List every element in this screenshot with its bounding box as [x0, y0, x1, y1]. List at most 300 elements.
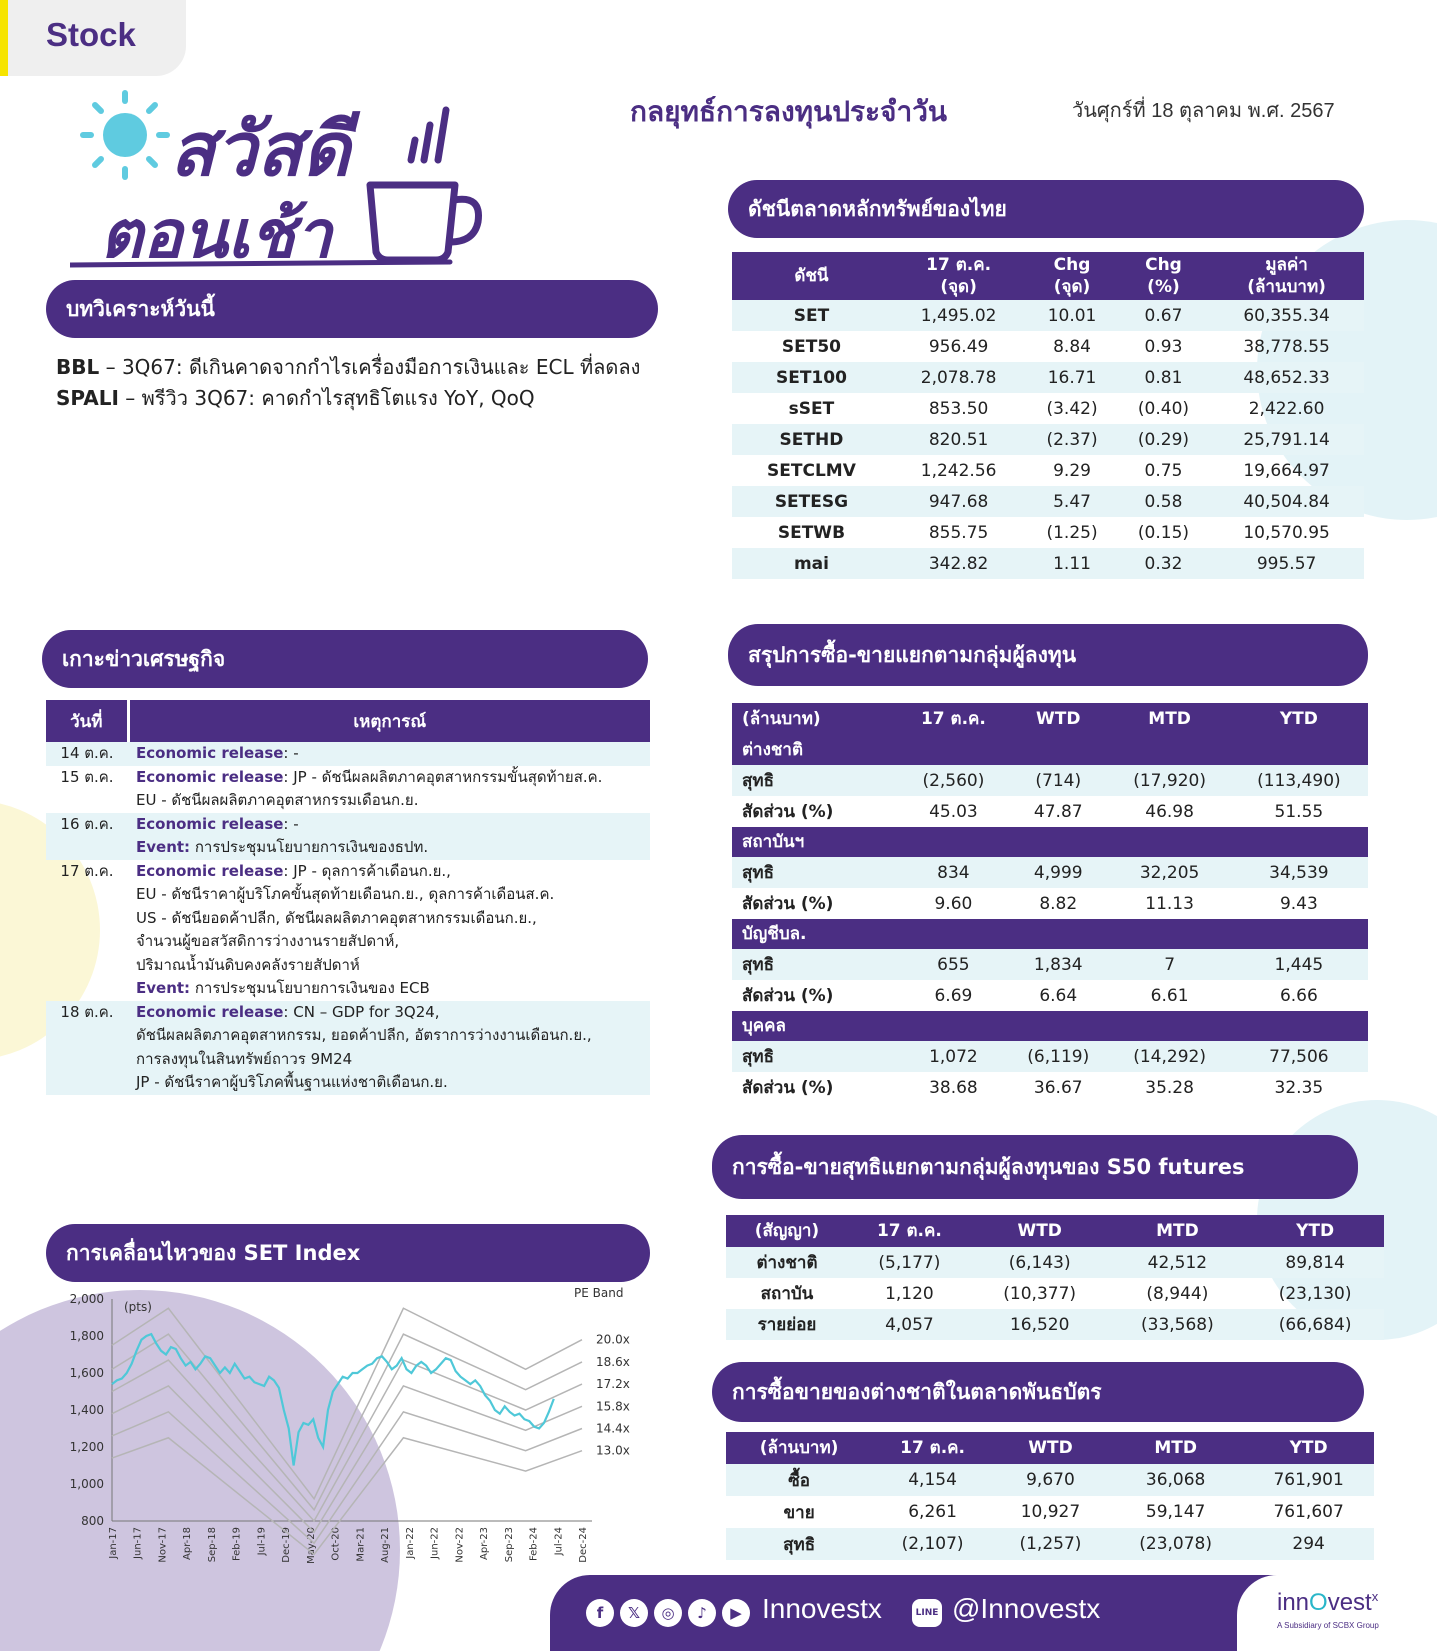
table-cell: (14,292) — [1109, 1041, 1229, 1072]
group-name: ต่างชาติ — [732, 735, 900, 765]
group-header-blank — [900, 735, 1007, 765]
x-tick-label: Aug-21 — [380, 1527, 392, 1563]
x-tick-label: Feb-19 — [231, 1527, 243, 1562]
table-cell: 19,664.97 — [1243, 460, 1330, 481]
investor-heading — [728, 624, 1368, 686]
table-cell: 48,652.33 — [1209, 362, 1364, 393]
table-row — [726, 1247, 1384, 1278]
pe-band-line — [112, 1360, 582, 1521]
news-text: : - — [283, 814, 299, 833]
table-row — [732, 548, 1364, 579]
table-header-row — [46, 700, 650, 742]
table-header-row — [726, 1432, 1374, 1464]
table-cell: (17,920) — [1109, 765, 1229, 796]
table-header-cell: MTD — [1109, 1215, 1247, 1247]
chart-heading — [46, 1224, 650, 1282]
news-event-line — [136, 883, 650, 907]
group-header-blank — [1007, 735, 1109, 765]
news-text: : JP - ดุลการค้าเดือนก.ย., — [283, 861, 451, 880]
pe-band-label: 20.0x — [596, 1332, 630, 1347]
news-row — [46, 860, 650, 1001]
x-tick-label: May-20 — [305, 1527, 317, 1564]
table-cell: (3.42) — [1046, 398, 1098, 419]
news-heading — [42, 630, 648, 688]
table-header-row — [726, 1215, 1384, 1247]
page-title: กลยุทธ์การลงทุนประจำวัน — [630, 96, 948, 127]
news-event-line — [136, 789, 650, 813]
news-date: 18 ต.ค. — [46, 1001, 128, 1095]
table-cell: 1,495.02 — [891, 300, 1026, 331]
y-tick-label: 2,000 — [69, 1292, 104, 1306]
table-cell: 655 — [900, 949, 1007, 980]
logo-line1: สวัสดี — [170, 107, 350, 193]
analysis-list — [56, 352, 640, 414]
investor-heading-label: สรุปการซื้อ-ขายแยกตามกลุ่มผู้ลงทุน — [748, 642, 1077, 667]
group-header-blank — [1230, 827, 1368, 857]
row-label: สุทธิ — [726, 1528, 872, 1560]
set-index-chart-svg — [40, 1285, 640, 1585]
news-event — [128, 813, 650, 860]
table-row — [732, 517, 1364, 548]
table-row — [732, 980, 1368, 1011]
y-tick-label: 1,200 — [69, 1440, 104, 1454]
analysis-item[interactable] — [56, 352, 640, 383]
news-row — [46, 742, 650, 766]
x-tick-label: Apr-18 — [182, 1527, 194, 1560]
pe-band-title: PE Band — [574, 1286, 624, 1300]
group-header-row — [732, 735, 1368, 765]
news-date: 17 ต.ค. — [60, 861, 114, 880]
news-row — [46, 813, 650, 860]
x-icon[interactable]: 𝕏 — [620, 1599, 648, 1627]
table-cell: 6.69 — [934, 985, 973, 1006]
row-label: mai — [732, 548, 891, 579]
table-cell: 89,814 — [1246, 1247, 1384, 1278]
table-cell: 34,539 — [1230, 857, 1368, 888]
table-cell: 2,078.78 — [891, 362, 1026, 393]
facebook-icon[interactable]: f — [586, 1599, 614, 1627]
table-header-cell: วันที่ — [46, 700, 128, 742]
news-event-line — [136, 977, 650, 1001]
table-cell: (8,944) — [1146, 1283, 1209, 1304]
row-label: SETHD — [732, 424, 891, 455]
analysis-heading — [46, 280, 658, 338]
brand-name-part1: inn — [1277, 1589, 1310, 1616]
table-cell: (1,257) — [993, 1528, 1108, 1560]
table-cell: 8.82 — [1039, 893, 1078, 914]
news-event-line — [136, 1048, 650, 1072]
table-cell: 1,120 — [885, 1283, 934, 1304]
table-cell: (0.29) — [1118, 424, 1209, 455]
group-header-blank — [1007, 919, 1109, 949]
brand-subtitle: A Subsidiary of SCBX Group — [1277, 1621, 1379, 1630]
news-event-line — [136, 907, 650, 931]
table-row — [732, 455, 1364, 486]
x-tick-label: Nov-22 — [454, 1527, 466, 1563]
innovestx-brand — [1237, 1575, 1437, 1651]
table-cell: 1,445 — [1230, 949, 1368, 980]
news-text: : CN – GDP for 3Q24, — [283, 1002, 440, 1021]
table-cell: 1,242.56 — [920, 460, 997, 481]
news-text: ดัชนีผลผลิตภาคอุตสาหกรรม, ยอดค้าปลีก, อัตราการว่างงานเดือนก.ย., — [136, 1026, 592, 1044]
x-tick-label: Jun-22 — [429, 1527, 441, 1559]
group-name: บุคคล — [732, 1011, 900, 1041]
news-text: EU - ดัชนีผลผลิตภาคอุตสาหกรรมเดือนก.ย. — [136, 791, 419, 809]
table-cell: 32.35 — [1274, 1077, 1324, 1098]
table-cell: 45.03 — [929, 801, 978, 822]
row-label: SETCLMV — [767, 460, 856, 481]
table-cell: 1,834 — [1007, 949, 1109, 980]
y-tick-label: 1,400 — [69, 1403, 104, 1417]
analysis-text: – 3Q67: ดีเกินคาดจากกำไรเครื่องมือการเงินและ ECL ที่ลดลง — [99, 355, 641, 379]
stock-tag — [0, 0, 186, 76]
bond-heading-label: การซื้อขายของต่างชาติในตลาดพันธบัตร — [732, 1379, 1102, 1404]
table-cell: (23,130) — [1278, 1283, 1352, 1304]
group-name: บัญชีบล. — [732, 919, 900, 949]
news-event — [128, 860, 650, 1001]
table-cell: 820.51 — [891, 424, 1026, 455]
table-row — [726, 1528, 1374, 1560]
table-row — [732, 393, 1364, 424]
table-header-cell: (ล้านบาท) — [726, 1432, 872, 1464]
table-header-cell: WTD — [1007, 703, 1109, 735]
table-cell: 995.57 — [1209, 548, 1364, 579]
y-tick-label: 1,800 — [69, 1329, 104, 1343]
row-label: SET50 — [781, 336, 842, 357]
row-label: สุทธิ — [732, 857, 900, 888]
group-header-blank — [1007, 1011, 1109, 1041]
group-name: สถาบันฯ — [732, 827, 900, 857]
news-date: 14 ต.ค. — [46, 742, 128, 766]
good-morning-logo — [70, 90, 510, 280]
analysis-item[interactable] — [56, 383, 640, 414]
group-header-blank — [1109, 919, 1229, 949]
x-tick-label: Jan-17 — [108, 1527, 119, 1559]
table-cell: 59,147 — [1145, 1502, 1206, 1522]
row-label: สัดส่วน (%) — [742, 894, 834, 914]
index-table — [732, 252, 1364, 579]
news-date: 16 ต.ค. — [46, 813, 128, 860]
x-tick-label: Dec-19 — [281, 1527, 293, 1563]
table-cell: (1.25) — [1046, 522, 1098, 543]
table-cell: 36.67 — [1033, 1077, 1083, 1098]
table-cell: (5,177) — [848, 1247, 971, 1278]
row-label: ซื้อ — [726, 1464, 872, 1496]
x-tick-label: Jul-19 — [256, 1527, 268, 1556]
table-header-cell: 17 ต.ค. — [848, 1215, 971, 1247]
news-text: การประชุมนโยบายการเงินของธปท. — [190, 838, 429, 856]
group-header-row — [732, 827, 1368, 857]
table-header-cell: (สัญญา) — [726, 1215, 848, 1247]
group-header-blank — [900, 919, 1007, 949]
x-tick-label: Mar-21 — [355, 1527, 367, 1562]
table-cell: 9.29 — [1053, 460, 1091, 481]
news-text: : - — [283, 744, 299, 762]
futures-heading-label: การซื้อ-ขายสุทธิแยกตามกลุ่มผู้ลงทุนของ S50 futures — [732, 1154, 1245, 1179]
x-tick-label: Dec-24 — [578, 1527, 589, 1563]
table-row — [732, 362, 1364, 393]
stock-tag-label: Stock — [46, 16, 136, 53]
y-tick-label: 1,600 — [69, 1366, 104, 1380]
table-row — [732, 300, 1364, 331]
table-cell: 16.71 — [1026, 362, 1117, 393]
analysis-heading-label: บทวิเคราะห์วันนี้ — [66, 296, 215, 321]
table-cell: 9.60 — [934, 893, 973, 914]
table-header-cell: MTD — [1109, 703, 1229, 735]
table-cell: 38,778.55 — [1243, 336, 1330, 357]
logo-line2: ตอนเช้า — [100, 196, 333, 273]
table-cell: 10,570.95 — [1243, 522, 1330, 543]
analysis-ticker: SPALI — [56, 386, 119, 410]
y-axis-unit: (pts) — [124, 1300, 152, 1314]
table-cell: 10,927 — [1020, 1502, 1081, 1522]
table-row — [726, 1309, 1384, 1340]
table-header-cell: เหตุการณ์ — [128, 700, 650, 742]
row-label: สุทธิ — [732, 765, 900, 796]
table-row — [726, 1496, 1374, 1528]
table-header-cell: YTD — [1243, 1432, 1374, 1464]
news-event-line — [136, 742, 650, 766]
news-text: EU - ดัชนีราคาผู้บริโภคขั้นสุดท้ายเดือนก.ย., ดุลการค้าเดือนส.ค. — [136, 885, 555, 903]
table-cell: 855.75 — [928, 522, 989, 543]
news-event — [128, 742, 650, 766]
group-header-row — [732, 1011, 1368, 1041]
table-cell: 6.61 — [1150, 985, 1189, 1006]
table-cell: (23,078) — [1108, 1528, 1243, 1560]
table-cell: 0.81 — [1118, 362, 1209, 393]
y-tick-label: 1,000 — [69, 1477, 104, 1491]
x-tick-label: Jan-22 — [404, 1527, 416, 1559]
table-cell: 77,506 — [1230, 1041, 1368, 1072]
table-cell: 9,670 — [993, 1464, 1108, 1496]
x-tick-label: Feb-24 — [528, 1527, 540, 1562]
row-label: สัดส่วน (%) — [742, 1078, 834, 1098]
table-row — [726, 1464, 1374, 1496]
table-row — [726, 1278, 1384, 1309]
index-heading — [728, 180, 1364, 238]
table-cell: 16,520 — [971, 1309, 1109, 1340]
table-cell: 0.58 — [1118, 486, 1209, 517]
table-cell: 0.32 — [1118, 548, 1209, 579]
x-tick-label: Sep-23 — [503, 1527, 515, 1563]
footer-bar — [550, 1575, 1437, 1651]
table-cell: 0.93 — [1144, 336, 1183, 357]
table-cell: 35.28 — [1145, 1077, 1194, 1098]
news-event — [128, 766, 650, 813]
table-cell: 5.47 — [1026, 486, 1117, 517]
table-cell: 10.01 — [1026, 300, 1117, 331]
brand-name-o: O — [1309, 1589, 1328, 1616]
row-label: รายย่อย — [726, 1309, 848, 1340]
table-cell: 32,205 — [1109, 857, 1229, 888]
news-event-line — [136, 860, 650, 884]
table-cell: 6.64 — [1039, 985, 1078, 1006]
line-icon[interactable]: LINE — [912, 1599, 942, 1627]
tiktok-icon[interactable]: ♪ — [688, 1599, 716, 1627]
table-row — [732, 857, 1368, 888]
news-event-line — [136, 1024, 650, 1048]
table-cell: 0.75 — [1144, 460, 1183, 481]
pe-band-label: 17.2x — [596, 1377, 630, 1392]
table-header-cell: 17 ต.ค. — [872, 1432, 993, 1464]
table-row — [732, 486, 1364, 517]
news-heading-label: เกาะข่าวเศรษฐกิจ — [62, 646, 226, 671]
table-cell: (10,377) — [1003, 1283, 1077, 1304]
news-keyword: Economic release — [136, 744, 284, 762]
table-cell: 947.68 — [891, 486, 1026, 517]
table-cell: 342.82 — [891, 548, 1026, 579]
line-handle[interactable]: @Innovestx — [952, 1593, 1101, 1624]
instagram-icon[interactable]: ◎ — [654, 1599, 682, 1627]
row-label: สุทธิ — [732, 1041, 900, 1072]
table-cell: (2,560) — [900, 765, 1007, 796]
group-header-blank — [1230, 919, 1368, 949]
news-event-line — [136, 813, 650, 837]
table-header-cell: 17 ต.ค. — [900, 703, 1007, 735]
table-cell: (6,143) — [971, 1247, 1109, 1278]
news-table — [46, 700, 650, 1095]
row-label: sSET — [788, 398, 835, 419]
table-cell: 25,791.14 — [1209, 424, 1364, 455]
news-event-line — [136, 1001, 650, 1025]
x-tick-label: Nov-17 — [157, 1527, 169, 1563]
table-cell: 956.49 — [928, 336, 989, 357]
group-header-blank — [1007, 827, 1109, 857]
chart-heading-label: การเคลื่อนไหวของ SET Index — [66, 1240, 361, 1265]
table-header-cell: YTD — [1230, 703, 1368, 735]
table-cell: 36,068 — [1108, 1464, 1243, 1496]
row-label: SET — [732, 300, 891, 331]
row-label: SETESG — [732, 486, 891, 517]
table-cell: 9.43 — [1279, 893, 1318, 914]
brand-name-part2: vest — [1327, 1589, 1372, 1616]
table-cell: 38.68 — [929, 1077, 978, 1098]
group-header-blank — [1109, 827, 1229, 857]
table-cell: 51.55 — [1274, 801, 1324, 822]
news-text: การลงทุนในสินทรัพย์ถาวร 9M24 — [136, 1049, 353, 1068]
table-cell: 46.98 — [1145, 801, 1194, 822]
news-row — [46, 766, 650, 813]
group-header-blank — [1230, 735, 1368, 765]
x-tick-label: Apr-23 — [479, 1527, 491, 1560]
table-cell: 7 — [1109, 949, 1229, 980]
table-row — [732, 331, 1364, 362]
table-header-cell: 17 ต.ค. (จุด) — [891, 252, 1026, 300]
group-header-blank — [900, 827, 1007, 857]
table-cell: 834 — [900, 857, 1007, 888]
group-header-blank — [900, 1011, 1007, 1041]
table-cell: 761,607 — [1273, 1502, 1344, 1522]
table-cell: 8.84 — [1053, 336, 1091, 357]
table-cell: (714) — [1007, 765, 1109, 796]
table-cell: 40,504.84 — [1209, 486, 1364, 517]
table-cell: (113,490) — [1230, 765, 1368, 796]
y-tick-label: 800 — [81, 1514, 104, 1528]
news-text: JP - ดัชนีราคาผู้บริโภคพื้นฐานแห่งชาติเดือนก.ย. — [136, 1073, 448, 1091]
table-header-cell: มูลค่า (ล้านบาท) — [1209, 252, 1364, 300]
table-row — [732, 888, 1368, 919]
table-cell: 761,901 — [1243, 1464, 1374, 1496]
analysis-text: – พรีวิว 3Q67: คาดกำไรสุทธิโตแรง YoY, QoQ — [118, 386, 535, 410]
group-header-blank — [1109, 735, 1229, 765]
pe-band-label: 15.8x — [596, 1399, 630, 1414]
news-event-line — [136, 766, 650, 790]
table-cell: (33,568) — [1109, 1309, 1247, 1340]
futures-heading — [712, 1135, 1358, 1199]
table-header-cell: ดัชนี — [732, 252, 891, 300]
table-cell: (66,684) — [1246, 1309, 1384, 1340]
news-text: ปริมาณน้ำมันดิบคงคลังรายสัปดาห์ — [136, 955, 360, 974]
table-header-cell: MTD — [1108, 1432, 1243, 1464]
bond-heading — [712, 1362, 1364, 1422]
social-handle[interactable]: Innovestx — [762, 1593, 882, 1624]
news-text: US - ดัชนียอดค้าปลีก, ดัชนีผลผลิตภาคอุตสาหกรรมเดือนก.ย., — [136, 908, 537, 927]
table-header-cell: WTD — [971, 1215, 1109, 1247]
report-date: วันศุกร์ที่ 18 ตุลาคม พ.ศ. 2567 — [1072, 100, 1335, 122]
table-cell: (0.40) — [1137, 398, 1190, 419]
row-label: สถาบัน — [760, 1284, 814, 1304]
news-keyword: Economic release — [136, 1002, 284, 1021]
table-cell: 0.67 — [1118, 300, 1209, 331]
table-cell: (2,107) — [872, 1528, 993, 1560]
table-cell: (2.37) — [1026, 424, 1117, 455]
group-header-blank — [1109, 1011, 1229, 1041]
x-tick-label: Oct-20 — [330, 1527, 342, 1561]
group-header-blank — [1230, 1011, 1368, 1041]
table-header-row — [732, 703, 1368, 735]
table-cell: 1.11 — [1026, 548, 1117, 579]
table-cell: 11.13 — [1145, 893, 1194, 914]
youtube-icon[interactable]: ▶ — [722, 1599, 750, 1627]
news-event-line — [136, 836, 650, 860]
table-cell: 6,261 — [908, 1502, 957, 1522]
news-text: : JP - ดัชนีผลผลิตภาคอุตสาหกรรมขั้นสุดท้ายส.ค. — [283, 767, 603, 786]
table-cell: 4,999 — [1007, 857, 1109, 888]
table-header-cell: Chg (%) — [1118, 252, 1209, 300]
index-heading-label: ดัชนีตลาดหลักทรัพย์ของไทย — [748, 196, 1007, 221]
pe-band-label: 18.6x — [596, 1354, 630, 1369]
row-label: ขาย — [783, 1502, 815, 1523]
brand-logo-text — [1277, 1589, 1378, 1617]
table-row — [732, 765, 1368, 796]
news-text: จำนวนผู้ขอสวัสดิการว่างงานรายสัปดาห์, — [136, 932, 400, 950]
table-cell: 4,154 — [872, 1464, 993, 1496]
table-cell: 853.50 — [928, 398, 989, 419]
row-label: ต่างชาติ — [726, 1247, 848, 1278]
table-cell: 42,512 — [1109, 1247, 1247, 1278]
table-header-cell: YTD — [1246, 1215, 1384, 1247]
table-cell: 2,422.60 — [1248, 398, 1325, 419]
x-tick-label: Sep-18 — [206, 1527, 218, 1563]
set-index-chart — [40, 1285, 640, 1585]
news-keyword: Event: — [136, 838, 191, 856]
news-keyword: Economic release — [136, 767, 284, 786]
analysis-ticker: BBL — [56, 355, 100, 379]
row-label: สัดส่วน (%) — [742, 802, 834, 822]
pe-band-label: 14.4x — [596, 1421, 630, 1436]
news-row — [46, 1001, 650, 1095]
table-header-cell: WTD — [993, 1432, 1108, 1464]
table-header-cell: Chg (จุด) — [1026, 252, 1117, 300]
news-text: การประชุมนโยบายการเงินของ ECB — [190, 979, 430, 997]
table-row — [732, 1041, 1368, 1072]
news-event-line — [136, 1071, 650, 1095]
table-cell: 1,072 — [900, 1041, 1007, 1072]
table-cell: 6.66 — [1279, 985, 1318, 1006]
row-label: สัดส่วน (%) — [742, 986, 834, 1006]
table-header-row — [732, 252, 1364, 300]
x-tick-label: Jun-17 — [132, 1527, 144, 1559]
